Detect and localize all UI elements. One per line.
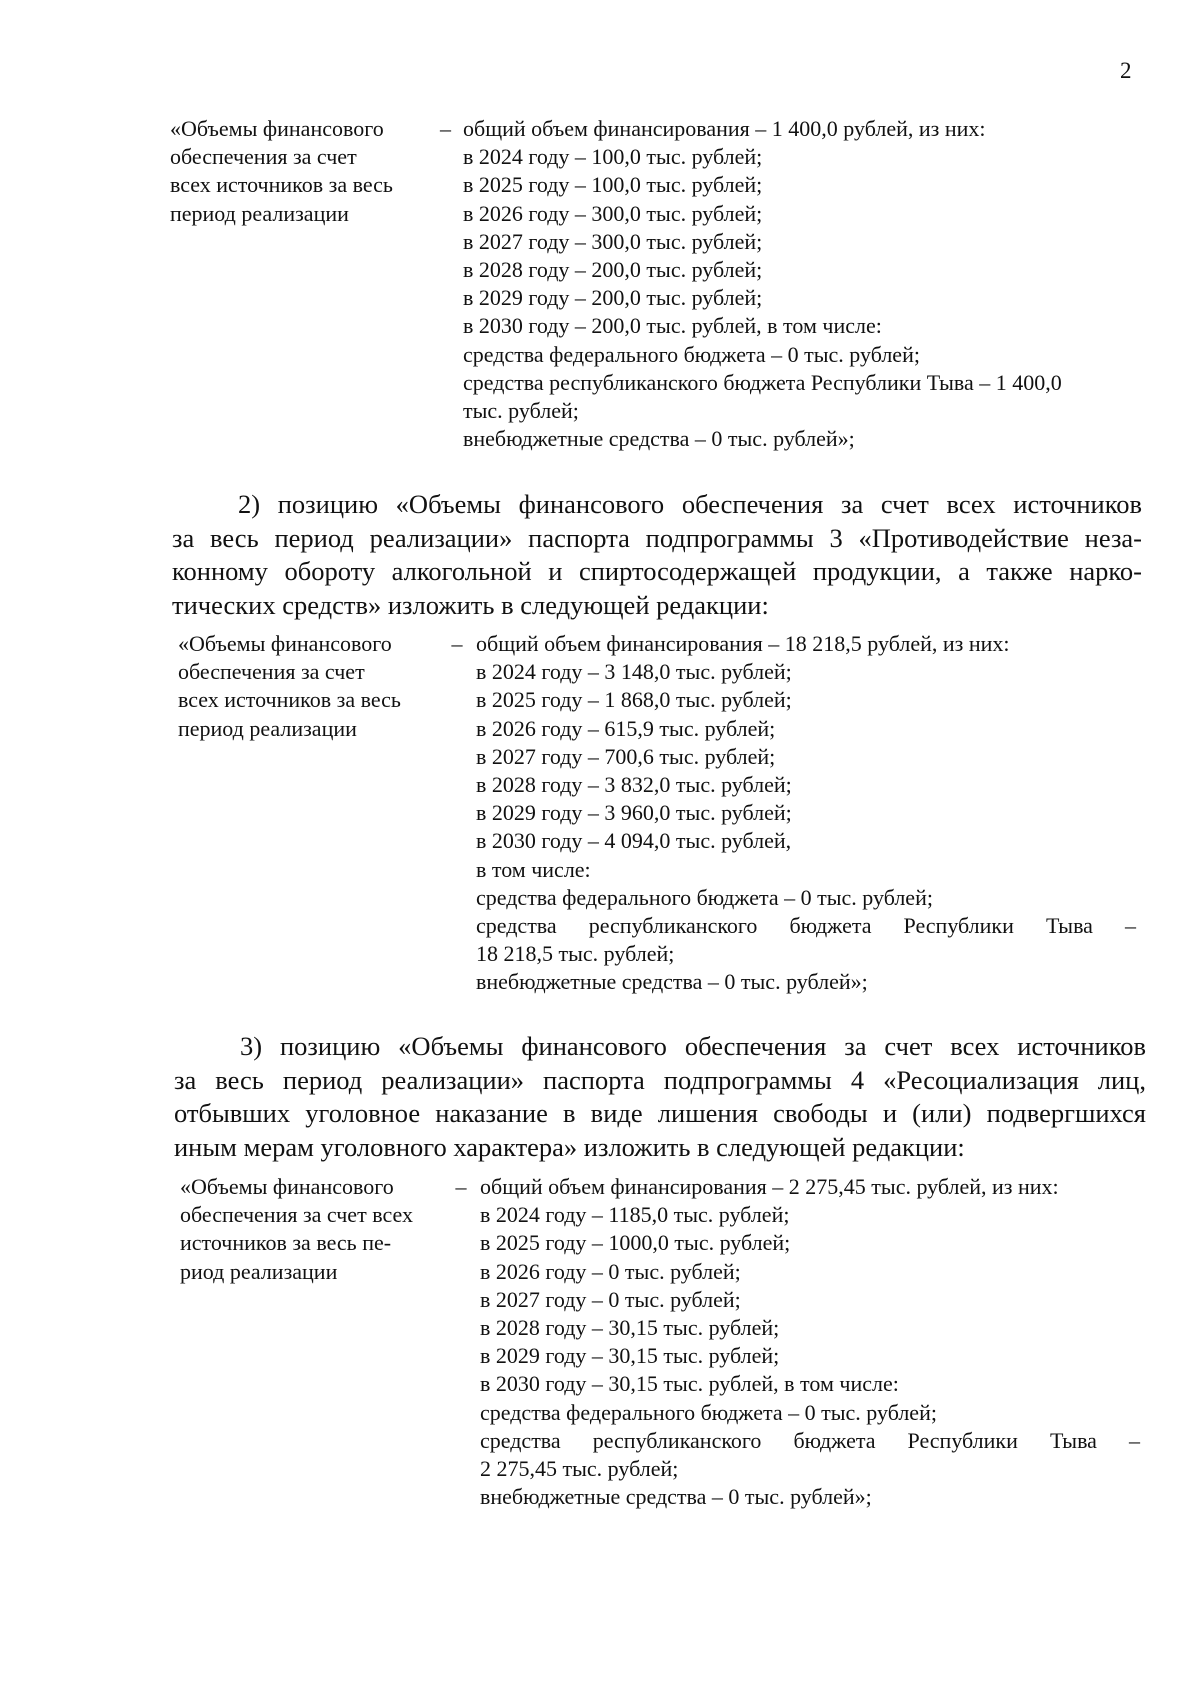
- value-line: в 2029 году – 3 960,0 тыс. рублей;: [476, 800, 792, 826]
- value-line: средства федерального бюджета – 0 тыс. рублей;: [463, 341, 920, 367]
- value-line: общий объем финансирования – 18 218,5 рублей, из них:: [476, 631, 1010, 656]
- value-line: в 2027 году – 300,0 тыс. рублей;: [463, 228, 763, 254]
- value-line: тыс. рублей;: [463, 398, 579, 424]
- paragraph-line: иным мерам уголовного характера» изложить в следующей редакции:: [174, 1131, 965, 1162]
- value-line: общий объем финансирования – 2 275,45 тыс. рублей, из них:: [480, 1174, 1059, 1199]
- value-line: в 2029 году – 30,15 тыс. рублей;: [480, 1343, 780, 1369]
- value-line: в 2030 году – 200,0 тыс. рублей, в том числе:: [463, 313, 882, 339]
- passport-block-1: [170, 115, 1143, 453]
- passport-dash: –: [451, 631, 463, 656]
- value-line: в 2030 году – 4 094,0 тыс. рублей,: [476, 828, 792, 854]
- value-line: в 2025 году – 100,0 тыс. рублей;: [463, 172, 763, 198]
- value-line: в 2025 году – 1000,0 тыс. рублей;: [480, 1230, 791, 1256]
- value-line: в 2026 году – 300,0 тыс. рублей;: [463, 200, 763, 226]
- value-line: 2 275,45 тыс. рублей;: [480, 1456, 679, 1482]
- passport-block-3: [180, 1173, 1140, 1511]
- paragraph-line: 2) позицию «Объемы финансового обеспечения за счет всех источников: [238, 489, 1142, 519]
- paragraph-line: отбывших уголовное наказание в виде лишения свободы и (или) подвергшихся: [174, 1098, 1146, 1128]
- passport-label: «Объемы финансового обеспечения за счет всех источников за весь пе- риод реализации: [180, 1174, 413, 1284]
- passport-values: [480, 1173, 1140, 1511]
- paragraph-line: тических средств» изложить в следующей редакции:: [172, 589, 769, 620]
- passport-dash: –: [440, 116, 451, 141]
- paragraph-line: конному обороту алкогольной и спиртосодержащей продукции, а также нарко-: [172, 556, 1142, 586]
- value-line: средства республиканского бюджета Республики Тыва –: [476, 913, 1136, 939]
- passport-block-2: [178, 630, 1136, 997]
- paragraph-line: 3) позицию «Объемы финансового обеспечения за счет всех источников: [240, 1031, 1146, 1061]
- value-line: внебюджетные средства – 0 тыс. рублей»;: [480, 1484, 872, 1510]
- passport-values: [463, 115, 1143, 453]
- value-line: в 2026 году – 615,9 тыс. рублей;: [476, 715, 776, 741]
- paragraph-2: [172, 488, 1142, 622]
- value-line: общий объем финансирования – 1 400,0 рублей, из них:: [463, 116, 986, 141]
- value-line: внебюджетные средства – 0 тыс. рублей»;: [463, 426, 855, 452]
- value-line: средства федерального бюджета – 0 тыс. рублей;: [476, 884, 933, 910]
- value-line: в 2028 году – 3 832,0 тыс. рублей;: [476, 772, 792, 798]
- value-line: в 2027 году – 700,6 тыс. рублей;: [476, 743, 776, 769]
- passport-label: «Объемы финансового обеспечения за счет всех источников за весь период реализации: [170, 116, 393, 226]
- value-line: в 2025 году – 1 868,0 тыс. рублей;: [476, 687, 792, 713]
- value-line: в том числе:: [476, 856, 591, 882]
- passport-dash: –: [455, 1174, 467, 1199]
- value-line: в 2030 году – 30,15 тыс. рублей, в том числе:: [480, 1371, 899, 1397]
- value-line: в 2024 году – 1185,0 тыс. рублей;: [480, 1202, 790, 1228]
- passport-label: «Объемы финансового обеспечения за счет всех источников за весь период реализации: [178, 631, 401, 741]
- value-line: в 2028 году – 200,0 тыс. рублей;: [463, 257, 763, 283]
- value-line: 18 218,5 тыс. рублей;: [476, 941, 675, 967]
- value-line: в 2026 году – 0 тыс. рублей;: [480, 1258, 741, 1284]
- value-line: внебюджетные средства – 0 тыс. рублей»;: [476, 969, 868, 995]
- value-line: в 2028 году – 30,15 тыс. рублей;: [480, 1315, 780, 1341]
- value-line: в 2024 году – 3 148,0 тыс. рублей;: [476, 659, 792, 685]
- paragraph-3: [174, 1030, 1146, 1164]
- paragraph-line: за весь период реализации» паспорта подпрограммы 4 «Ресоциализация лиц,: [174, 1064, 1146, 1095]
- value-line: в 2024 году – 100,0 тыс. рублей;: [463, 144, 763, 170]
- value-line: в 2027 году – 0 тыс. рублей;: [480, 1286, 741, 1312]
- passport-values: [476, 630, 1136, 997]
- value-line: в 2029 году – 200,0 тыс. рублей;: [463, 285, 763, 311]
- value-line: средства республиканского бюджета Республики Тыва – 1 400,0: [463, 369, 1062, 395]
- page-number: 2: [1120, 58, 1132, 83]
- value-line: средства федерального бюджета – 0 тыс. рублей;: [480, 1399, 937, 1425]
- paragraph-line: за весь период реализации» паспорта подпрограммы 3 «Противодействие неза-: [172, 522, 1142, 553]
- value-line: средства республиканского бюджета Республики Тыва –: [480, 1427, 1140, 1453]
